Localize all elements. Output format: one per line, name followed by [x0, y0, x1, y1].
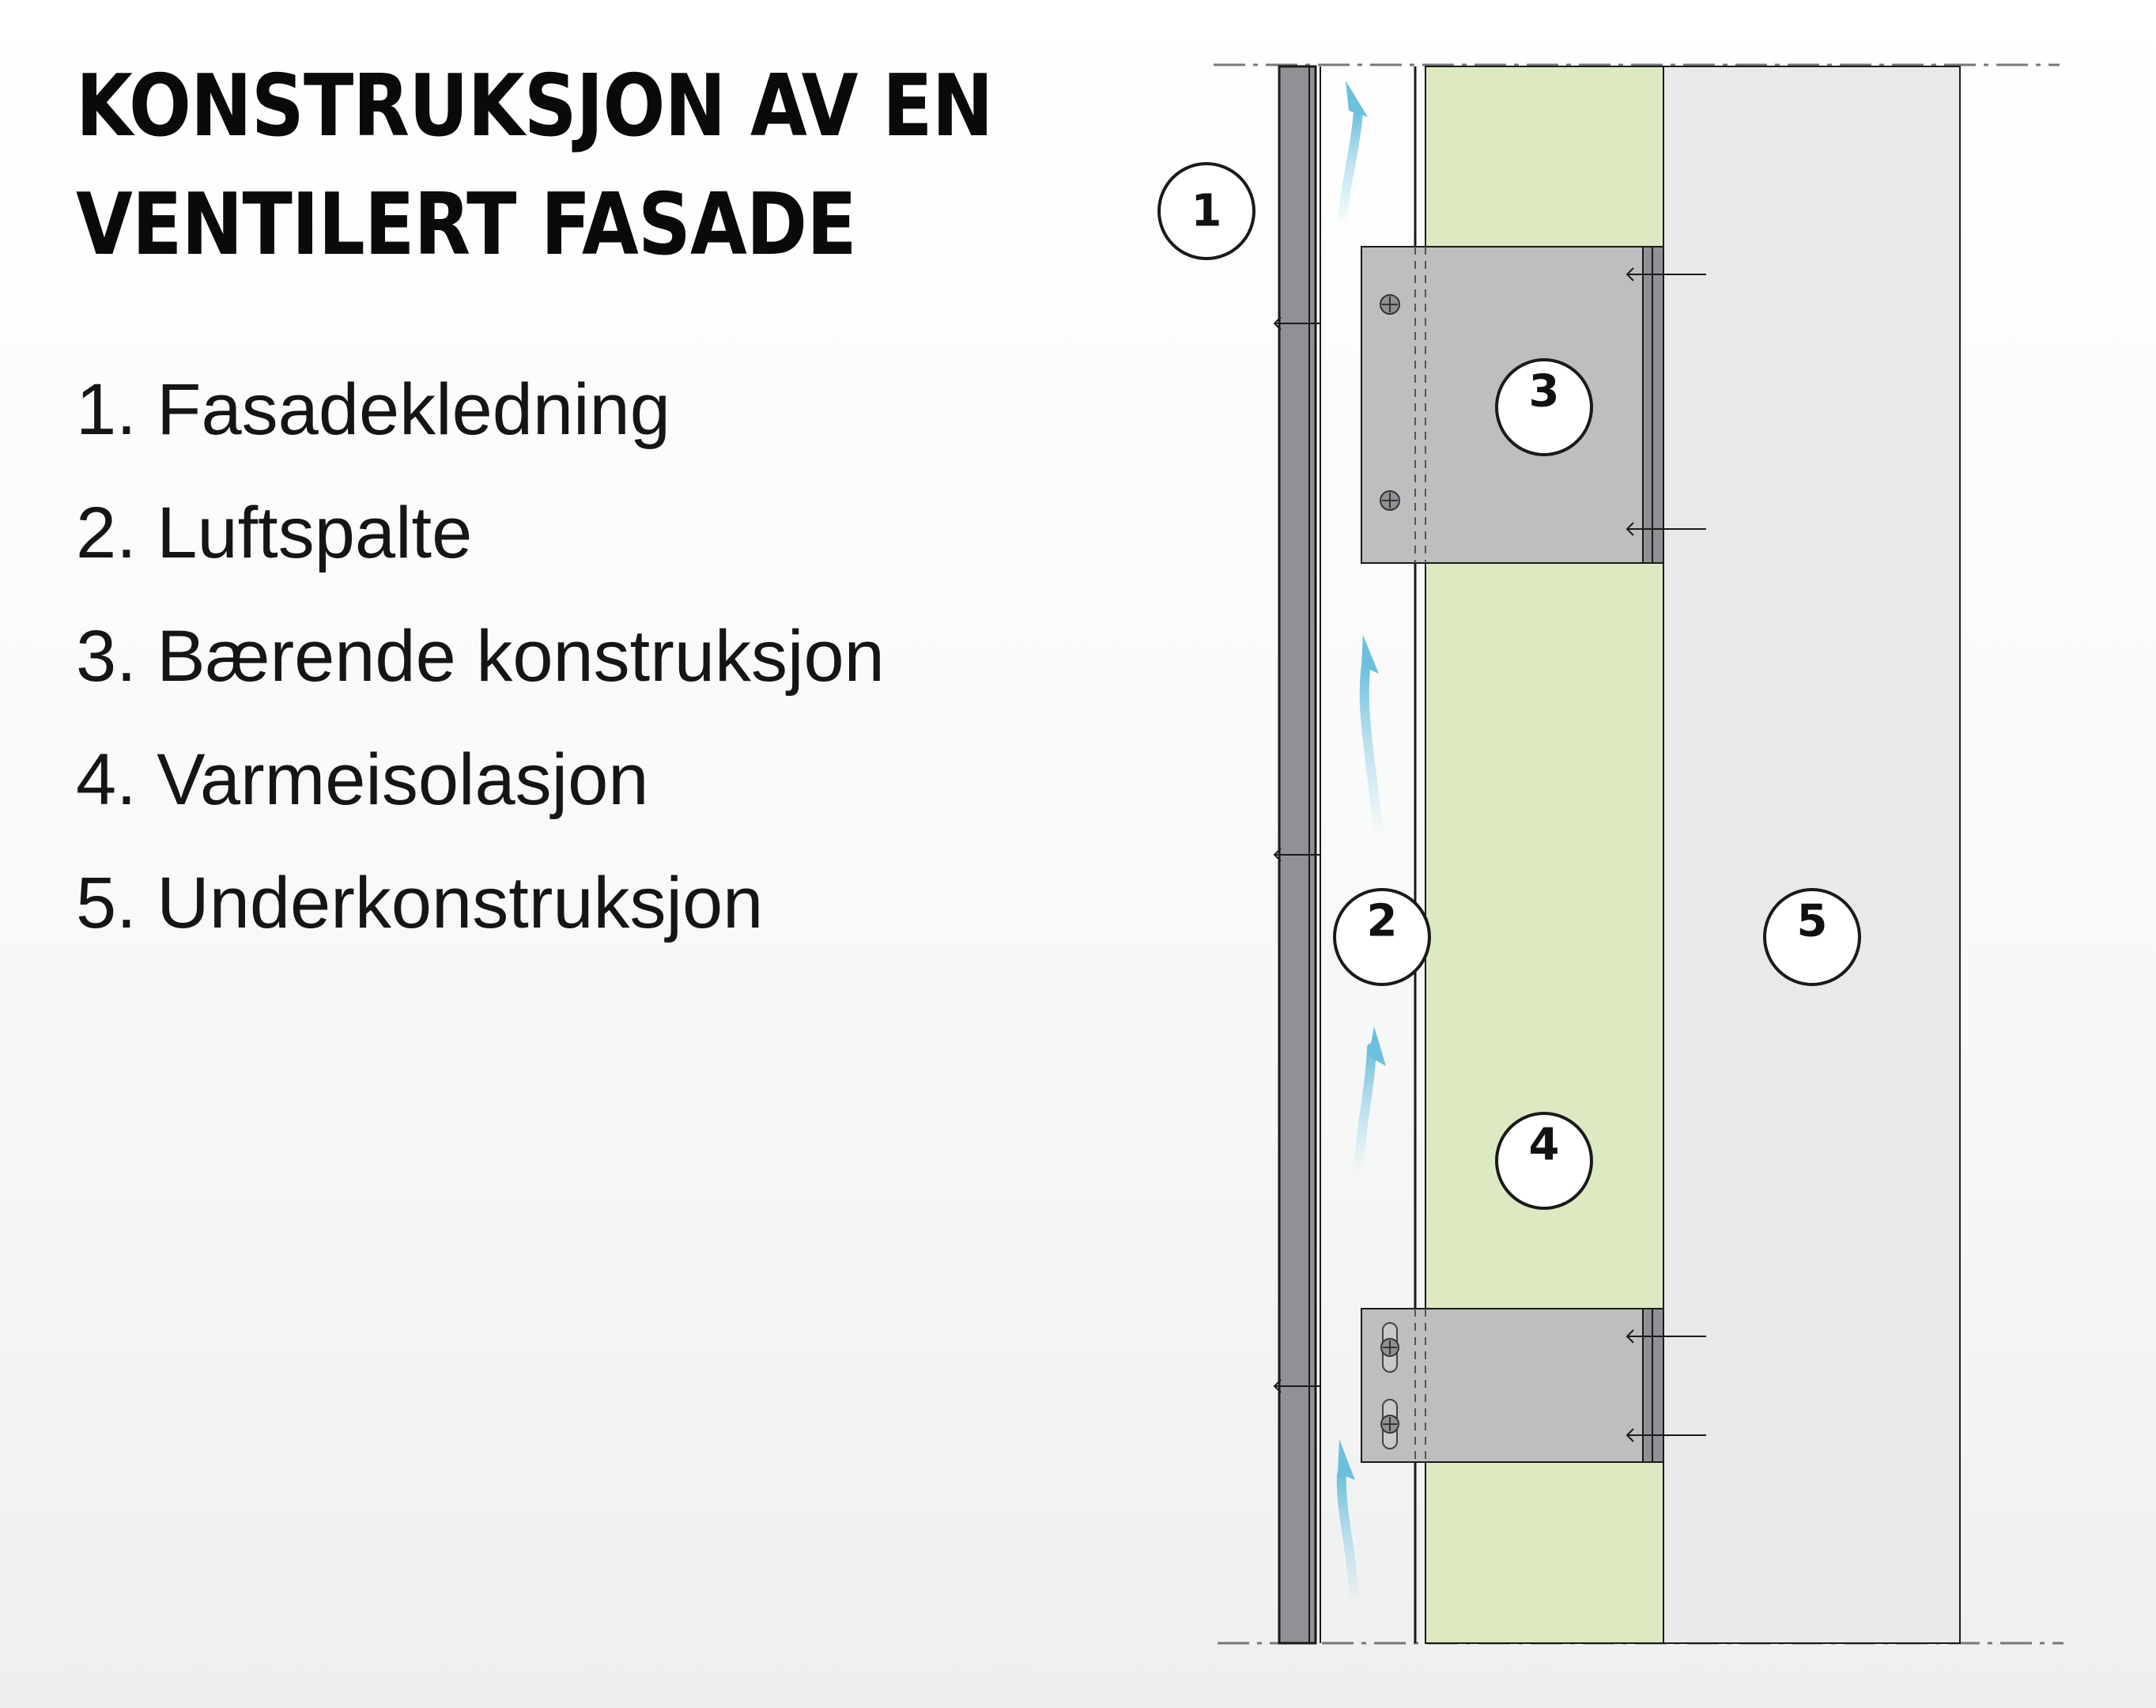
airflow-arrow-middle — [1358, 1048, 1372, 1170]
legend-item-4: 4. Varmeisolasjon — [76, 739, 649, 820]
airflow-arrow-top — [1342, 111, 1358, 225]
lower-bracket — [1361, 1309, 1706, 1462]
title-line-2: VENTILERT FASADE — [76, 176, 856, 274]
legend-item-2: 2. Luftspalte — [76, 493, 473, 573]
callout-2 — [1335, 890, 1429, 984]
svg-text:4: 4 — [1528, 1119, 1560, 1171]
svg-text:2: 2 — [1366, 895, 1398, 947]
title-line-1: KONSTRUKSJON AV EN — [76, 57, 993, 156]
legend-item-1: 1. Fasadekledning — [76, 369, 670, 450]
underconstruction-layer — [1663, 66, 1960, 1643]
airflow-arrow-bottom — [1342, 1475, 1354, 1601]
legend-item-5: 5. Underkonstruksjon — [76, 863, 764, 943]
svg-text:3: 3 — [1528, 365, 1560, 418]
callout-5 — [1765, 890, 1860, 984]
callout-1 — [1159, 164, 1254, 259]
svg-text:5: 5 — [1796, 895, 1828, 947]
callout-3 — [1497, 360, 1592, 455]
airflow-arrow-upper — [1365, 664, 1378, 834]
svg-text:1: 1 — [1191, 185, 1222, 237]
legend-item-3: 3. Bærende konstruksjon — [76, 616, 885, 697]
callout-4 — [1497, 1113, 1592, 1208]
